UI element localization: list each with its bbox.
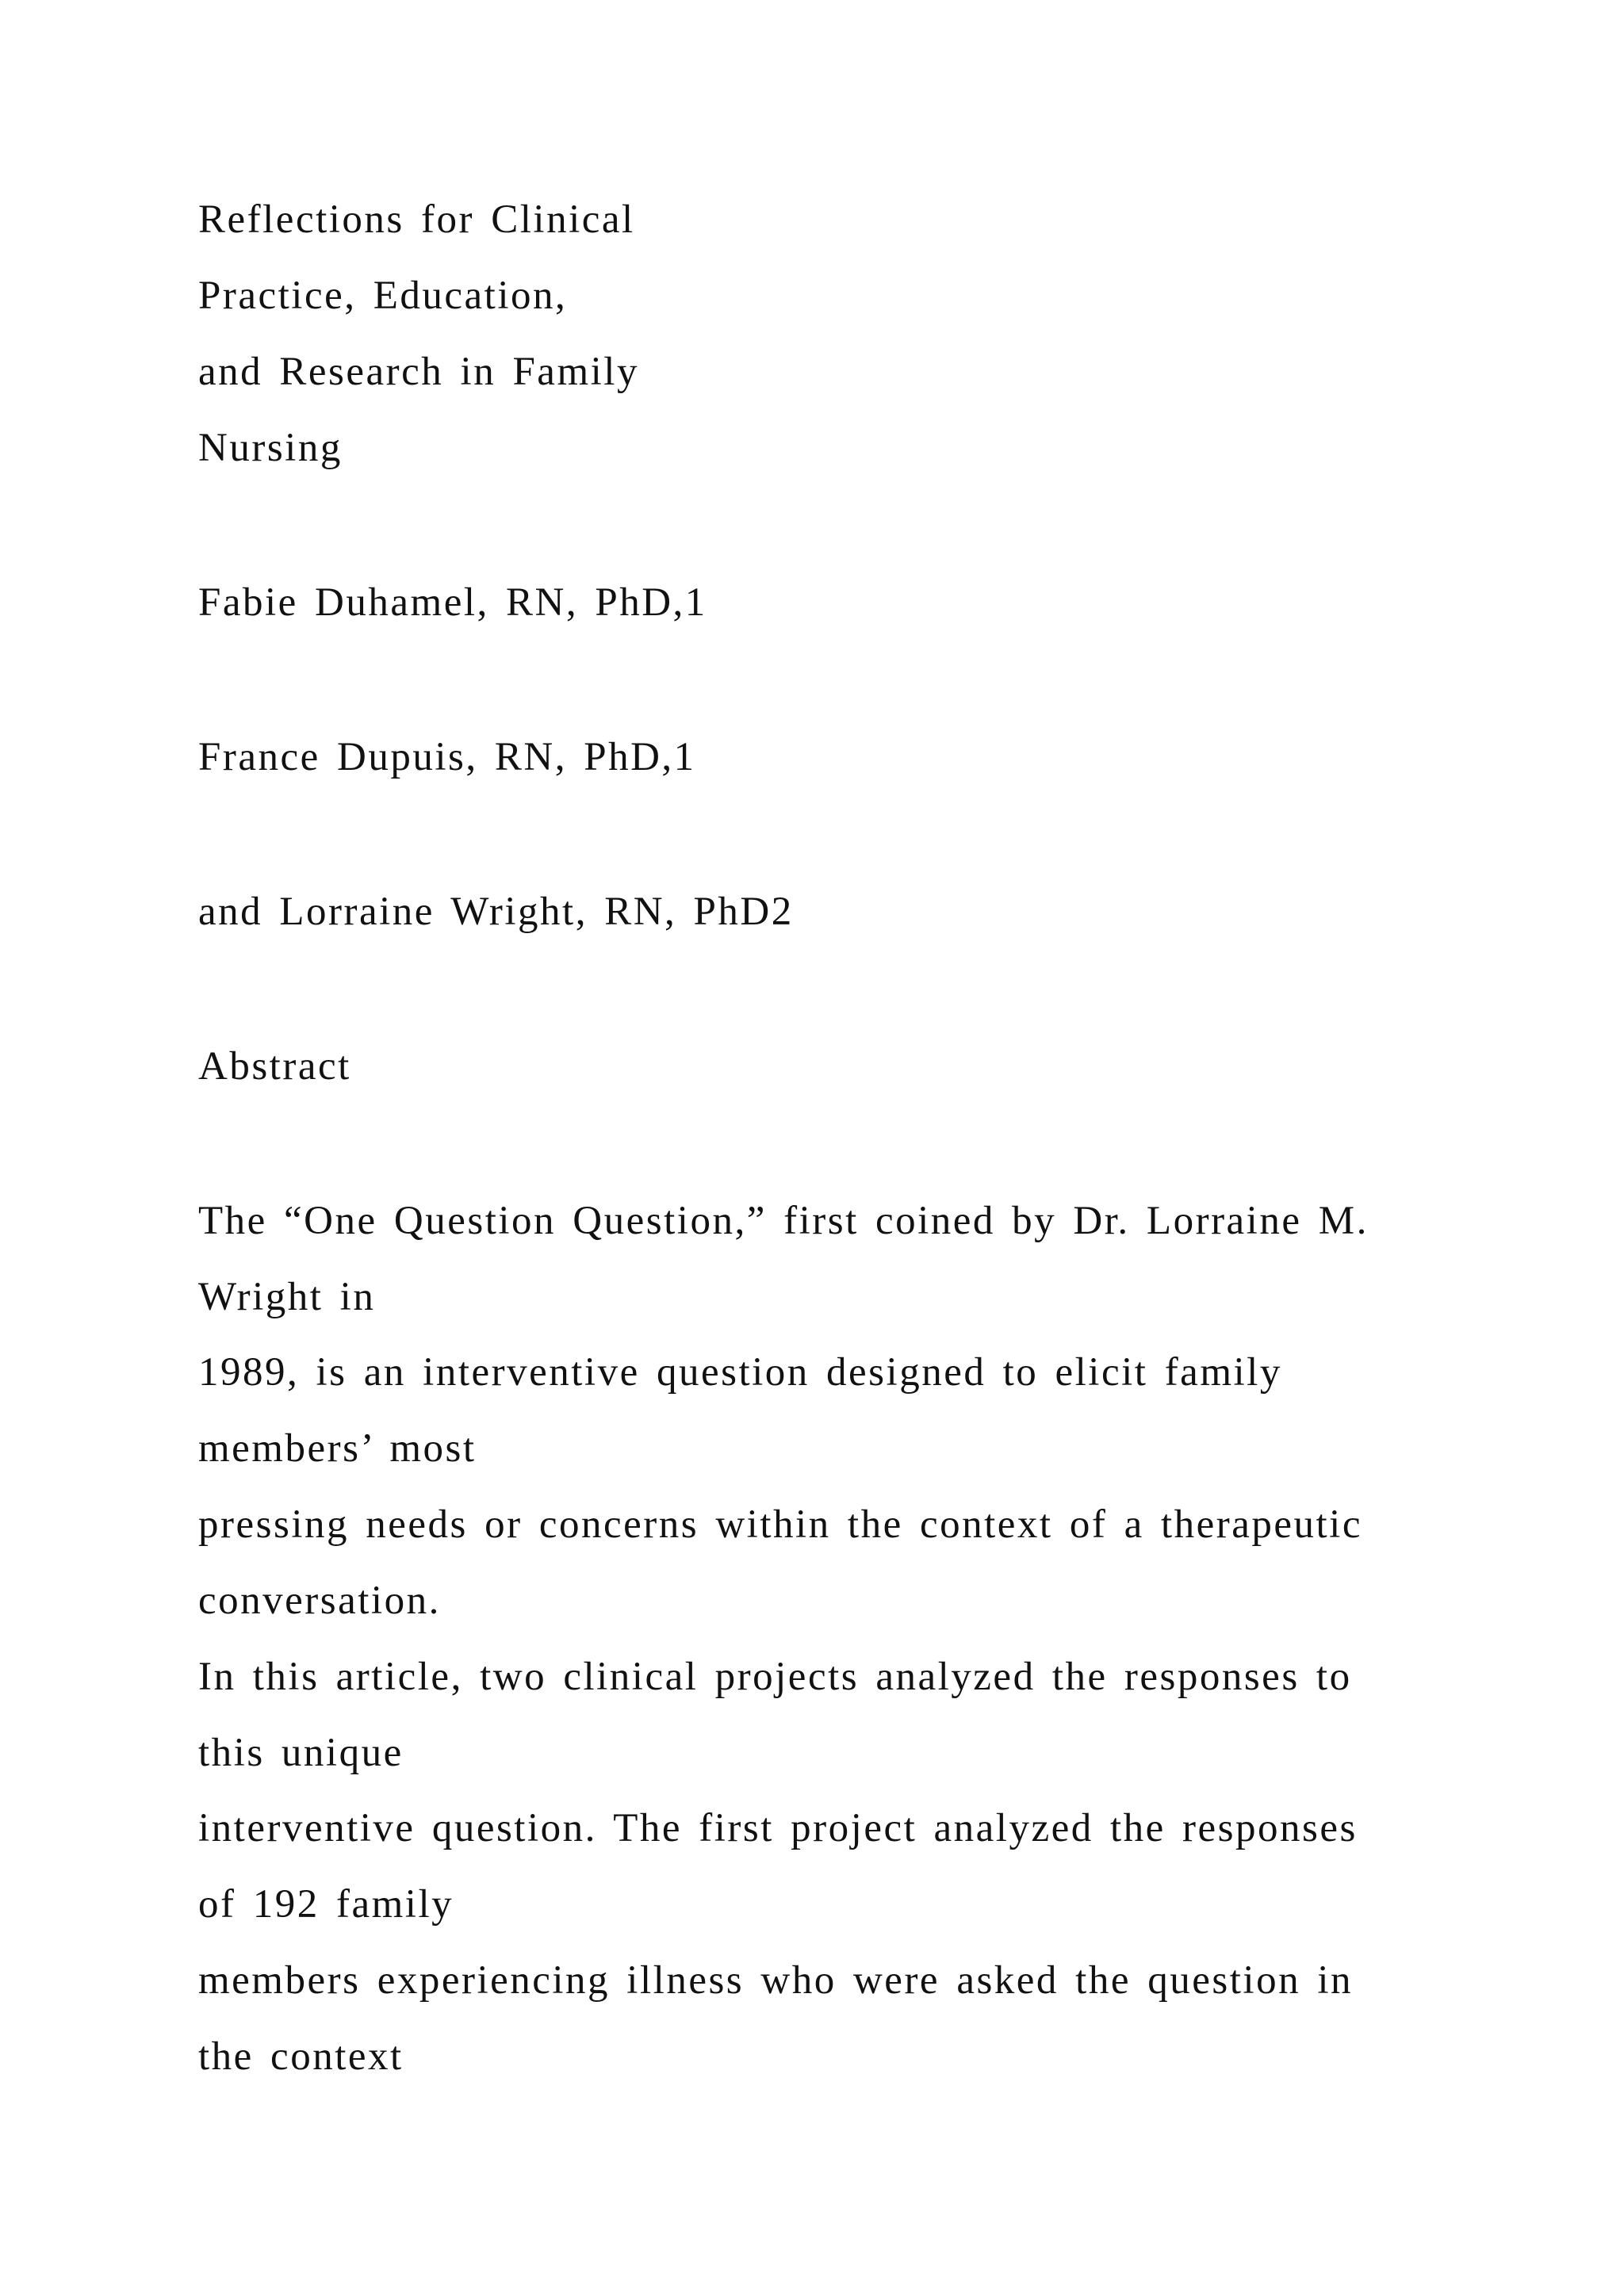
abstract-line: the context (198, 2034, 404, 2079)
abstract-line: this unique (198, 1731, 404, 1775)
title-line: Reflections for Clinical (198, 197, 635, 242)
abstract-line: 1989, is an interventive question designed to elicit family (198, 1350, 1282, 1395)
abstract-line: Wright in (198, 1275, 376, 1319)
abstract-line: In this article, two clinical projects analyzed the responses to (198, 1655, 1352, 1699)
title-line: Nursing (198, 426, 343, 470)
author-line: Fabie Duhamel, RN, PhD,1 (198, 580, 707, 625)
abstract-line: The “One Question Question,” first coined by Dr. Lorraine M. (198, 1199, 1369, 1243)
abstract-line: conversation. (198, 1578, 441, 1623)
author-line: and Lorraine Wright, RN, PhD2 (198, 890, 794, 934)
abstract-line: pressing needs or concerns within the context of a therapeutic (198, 1502, 1362, 1547)
title-line: Practice, Education, (198, 274, 568, 318)
abstract-line: members’ most (198, 1426, 477, 1471)
abstract-line: members experiencing illness who were asked the question in (198, 1958, 1353, 2003)
title-line: and Research in Family (198, 350, 639, 394)
abstract-heading: Abstract (198, 1044, 351, 1089)
abstract-line: interventive question. The first project analyzed the responses (198, 1806, 1358, 1850)
author-line: France Dupuis, RN, PhD,1 (198, 735, 696, 779)
abstract-line: of 192 family (198, 1882, 454, 1927)
